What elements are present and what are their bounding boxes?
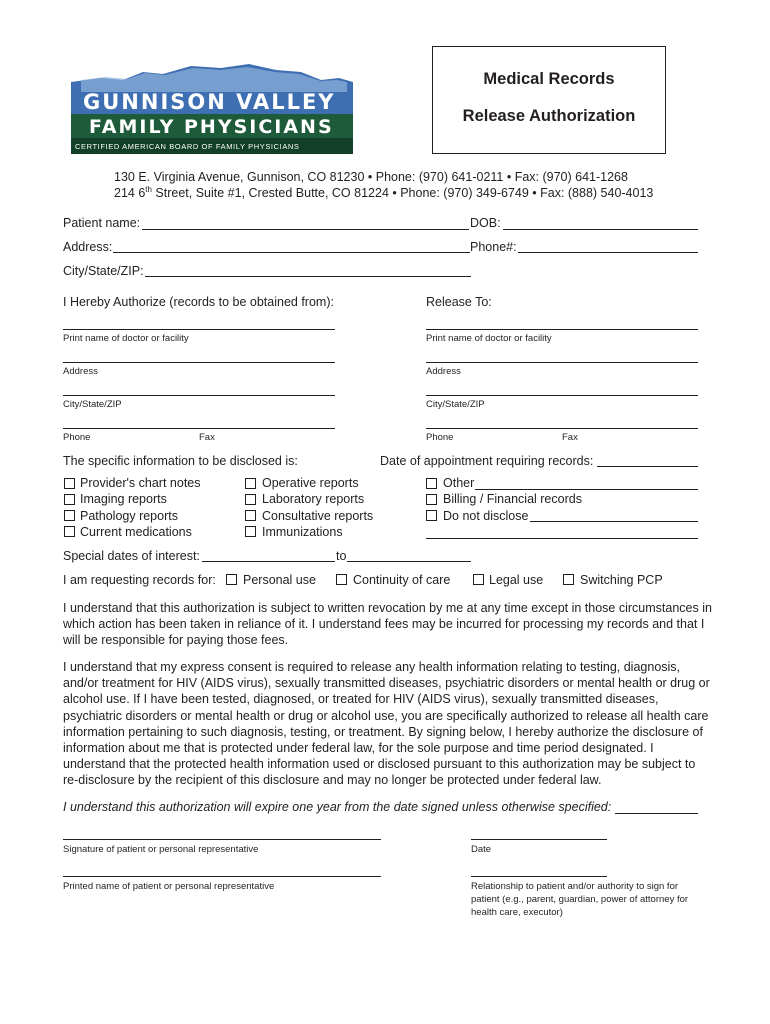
date-caption: Date	[471, 844, 492, 855]
relationship-caption-line1: Relationship to patient and/or authority to sign for	[471, 881, 679, 892]
expiration-field[interactable]	[615, 813, 698, 814]
to-fax-caption: Fax	[562, 432, 578, 443]
from-name-field[interactable]	[63, 329, 335, 330]
office-address-gunnison: 130 E. Virginia Avenue, Gunnison, CO 81230 • Phone: (970) 641-0211 • Fax: (970) 641-1268	[114, 170, 628, 184]
requesting-label: I am requesting records for:	[63, 573, 216, 587]
date-field[interactable]	[471, 839, 607, 840]
from-address-caption: Address	[63, 366, 98, 377]
form-title-line2: Release Authorization	[462, 107, 636, 125]
to-address-field[interactable]	[426, 362, 698, 363]
from-phone-caption: Phone	[63, 432, 91, 443]
to-phone-caption: Phone	[426, 432, 454, 443]
checkbox-other[interactable]	[426, 478, 437, 489]
office-address-crested-butte: 214 6th Street, Suite #1, Crested Butte, CO 81224 • Phone: (970) 349-6749 • Fax: (888) 540-4013	[114, 185, 654, 201]
option-personal-use: Personal use	[243, 573, 316, 587]
special-date-to-field[interactable]	[347, 561, 471, 562]
clinic-logo	[71, 62, 353, 156]
option-legal-use: Legal use	[489, 573, 544, 587]
consent-paragraph: I understand that my express consent is required to release any health information relating to testing, diagnosis, and/or treatment for HIV (AIDS virus), sexually transmitted diseases, psychiatric disorders or mental health or drug or alcohol use. If I have been tested, diagnosed, or treated for HIV (AIDS virus), sexually transmitted diseases, psychiatric disorders or mental health or drug or alcohol use, you are specifically authorized to release all health care information pertaining to such diagnosis, testing, or treatment. By signing below, I hereby authorize the disclosure of information about me that is protected under federal law, for the sole purpose and time period designated. I understand that the protected health information used or disclosed pursuant to this authorization may be subject to re-disclosure by the recipient of this disclosure and may no longer be protected under federal law.	[63, 660, 710, 788]
to-address-caption: Address	[426, 366, 461, 377]
address-field[interactable]	[113, 252, 470, 253]
option-other: Other	[443, 476, 475, 490]
option-immunizations: Immunizations	[262, 525, 343, 539]
patient-name-field[interactable]	[142, 229, 469, 230]
appointment-date-label: Date of appointment requiring records:	[380, 454, 594, 468]
option-imaging-reports: Imaging reports	[80, 492, 167, 506]
city-state-zip-label: City/State/ZIP:	[63, 264, 144, 278]
option-current-medications: Current medications	[80, 525, 192, 539]
logo-tagline: CERTIFIED AMERICAN BOARD OF FAMILY PHYSICIANS	[75, 142, 300, 151]
city-state-zip-field[interactable]	[145, 276, 471, 277]
checkbox-pathology-reports[interactable]	[64, 510, 75, 521]
phone-field[interactable]	[518, 252, 698, 253]
option-switching-pcp: Switching PCP	[580, 573, 663, 587]
option-providers-chart-notes: Provider's chart notes	[80, 476, 201, 490]
disclosure-heading: The specific information to be disclosed is:	[63, 454, 298, 468]
form-title-line1: Medical Records	[483, 70, 615, 88]
to-name-field[interactable]	[426, 329, 698, 330]
to-city-caption: City/State/ZIP	[426, 399, 485, 410]
from-address-field[interactable]	[63, 362, 335, 363]
checkbox-switching-pcp[interactable]	[563, 574, 574, 585]
checkbox-personal-use[interactable]	[226, 574, 237, 585]
checkbox-current-medications[interactable]	[64, 526, 75, 537]
dob-label: DOB:	[470, 216, 501, 230]
from-fax-caption: Fax	[199, 432, 215, 443]
option-pathology-reports: Pathology reports	[80, 509, 178, 523]
checkbox-imaging-reports[interactable]	[64, 494, 75, 505]
do-not-disclose-field-2[interactable]	[426, 538, 698, 539]
release-to-heading: Release To:	[426, 295, 492, 309]
checkbox-consultative-reports[interactable]	[245, 510, 256, 521]
from-name-caption: Print name of doctor or facility	[63, 333, 189, 344]
patient-name-label: Patient name:	[63, 216, 141, 230]
from-city-field[interactable]	[63, 395, 335, 396]
option-laboratory-reports: Laboratory reports	[262, 492, 365, 506]
checkbox-do-not-disclose[interactable]	[426, 510, 437, 521]
printed-name-field[interactable]	[63, 876, 381, 877]
relationship-field[interactable]	[471, 876, 607, 877]
to-phone-fax-field[interactable]	[426, 428, 698, 429]
checkbox-billing-financial[interactable]	[426, 494, 437, 505]
logo-line2: FAMILY PHYSICIANS	[89, 116, 334, 138]
option-do-not-disclose: Do not disclose	[443, 509, 529, 523]
signature-caption: Signature of patient or personal representative	[63, 844, 259, 855]
authorize-from-heading: I Hereby Authorize (records to be obtained from):	[63, 295, 334, 309]
revocation-paragraph: I understand that this authorization is subject to written revocation by me at any time except in those circumstances in which action has been taken in reliance of it. I understand fees may be incurred for processing my records and that I will be responsible for paying those fees.	[63, 601, 712, 648]
address-label: Address:	[63, 240, 113, 254]
special-dates-to-label: to	[336, 549, 347, 563]
expiration-statement: I understand this authorization will expire one year from the date signed unless otherwise specified:	[63, 800, 612, 814]
checkbox-laboratory-reports[interactable]	[245, 494, 256, 505]
appointment-date-field[interactable]	[597, 466, 698, 467]
checkbox-providers-chart-notes[interactable]	[64, 478, 75, 489]
printed-name-caption: Printed name of patient or personal representative	[63, 881, 275, 892]
special-dates-label: Special dates of interest:	[63, 549, 200, 563]
to-city-field[interactable]	[426, 395, 698, 396]
other-field[interactable]	[475, 489, 698, 490]
option-consultative-reports: Consultative reports	[262, 509, 374, 523]
dob-field[interactable]	[503, 229, 698, 230]
form-title-box	[432, 46, 666, 154]
checkbox-immunizations[interactable]	[245, 526, 256, 537]
special-date-from-field[interactable]	[202, 561, 335, 562]
checkbox-operative-reports[interactable]	[245, 478, 256, 489]
relationship-caption-line2: patient (e.g., parent, guardian, power of attorney for	[471, 894, 689, 905]
option-operative-reports: Operative reports	[262, 476, 359, 490]
option-continuity-of-care: Continuity of care	[353, 573, 451, 587]
from-city-caption: City/State/ZIP	[63, 399, 122, 410]
signature-field[interactable]	[63, 839, 381, 840]
do-not-disclose-field[interactable]	[530, 521, 698, 522]
from-phone-fax-field[interactable]	[63, 428, 335, 429]
checkbox-legal-use[interactable]	[473, 574, 484, 585]
option-billing-financial: Billing / Financial records	[443, 492, 582, 506]
logo-line1: GUNNISON VALLEY	[83, 90, 336, 114]
to-name-caption: Print name of doctor or facility	[426, 333, 552, 344]
relationship-caption-line3: health care, executor)	[471, 907, 563, 918]
phone-label: Phone#:	[470, 240, 517, 254]
checkbox-continuity-of-care[interactable]	[336, 574, 347, 585]
